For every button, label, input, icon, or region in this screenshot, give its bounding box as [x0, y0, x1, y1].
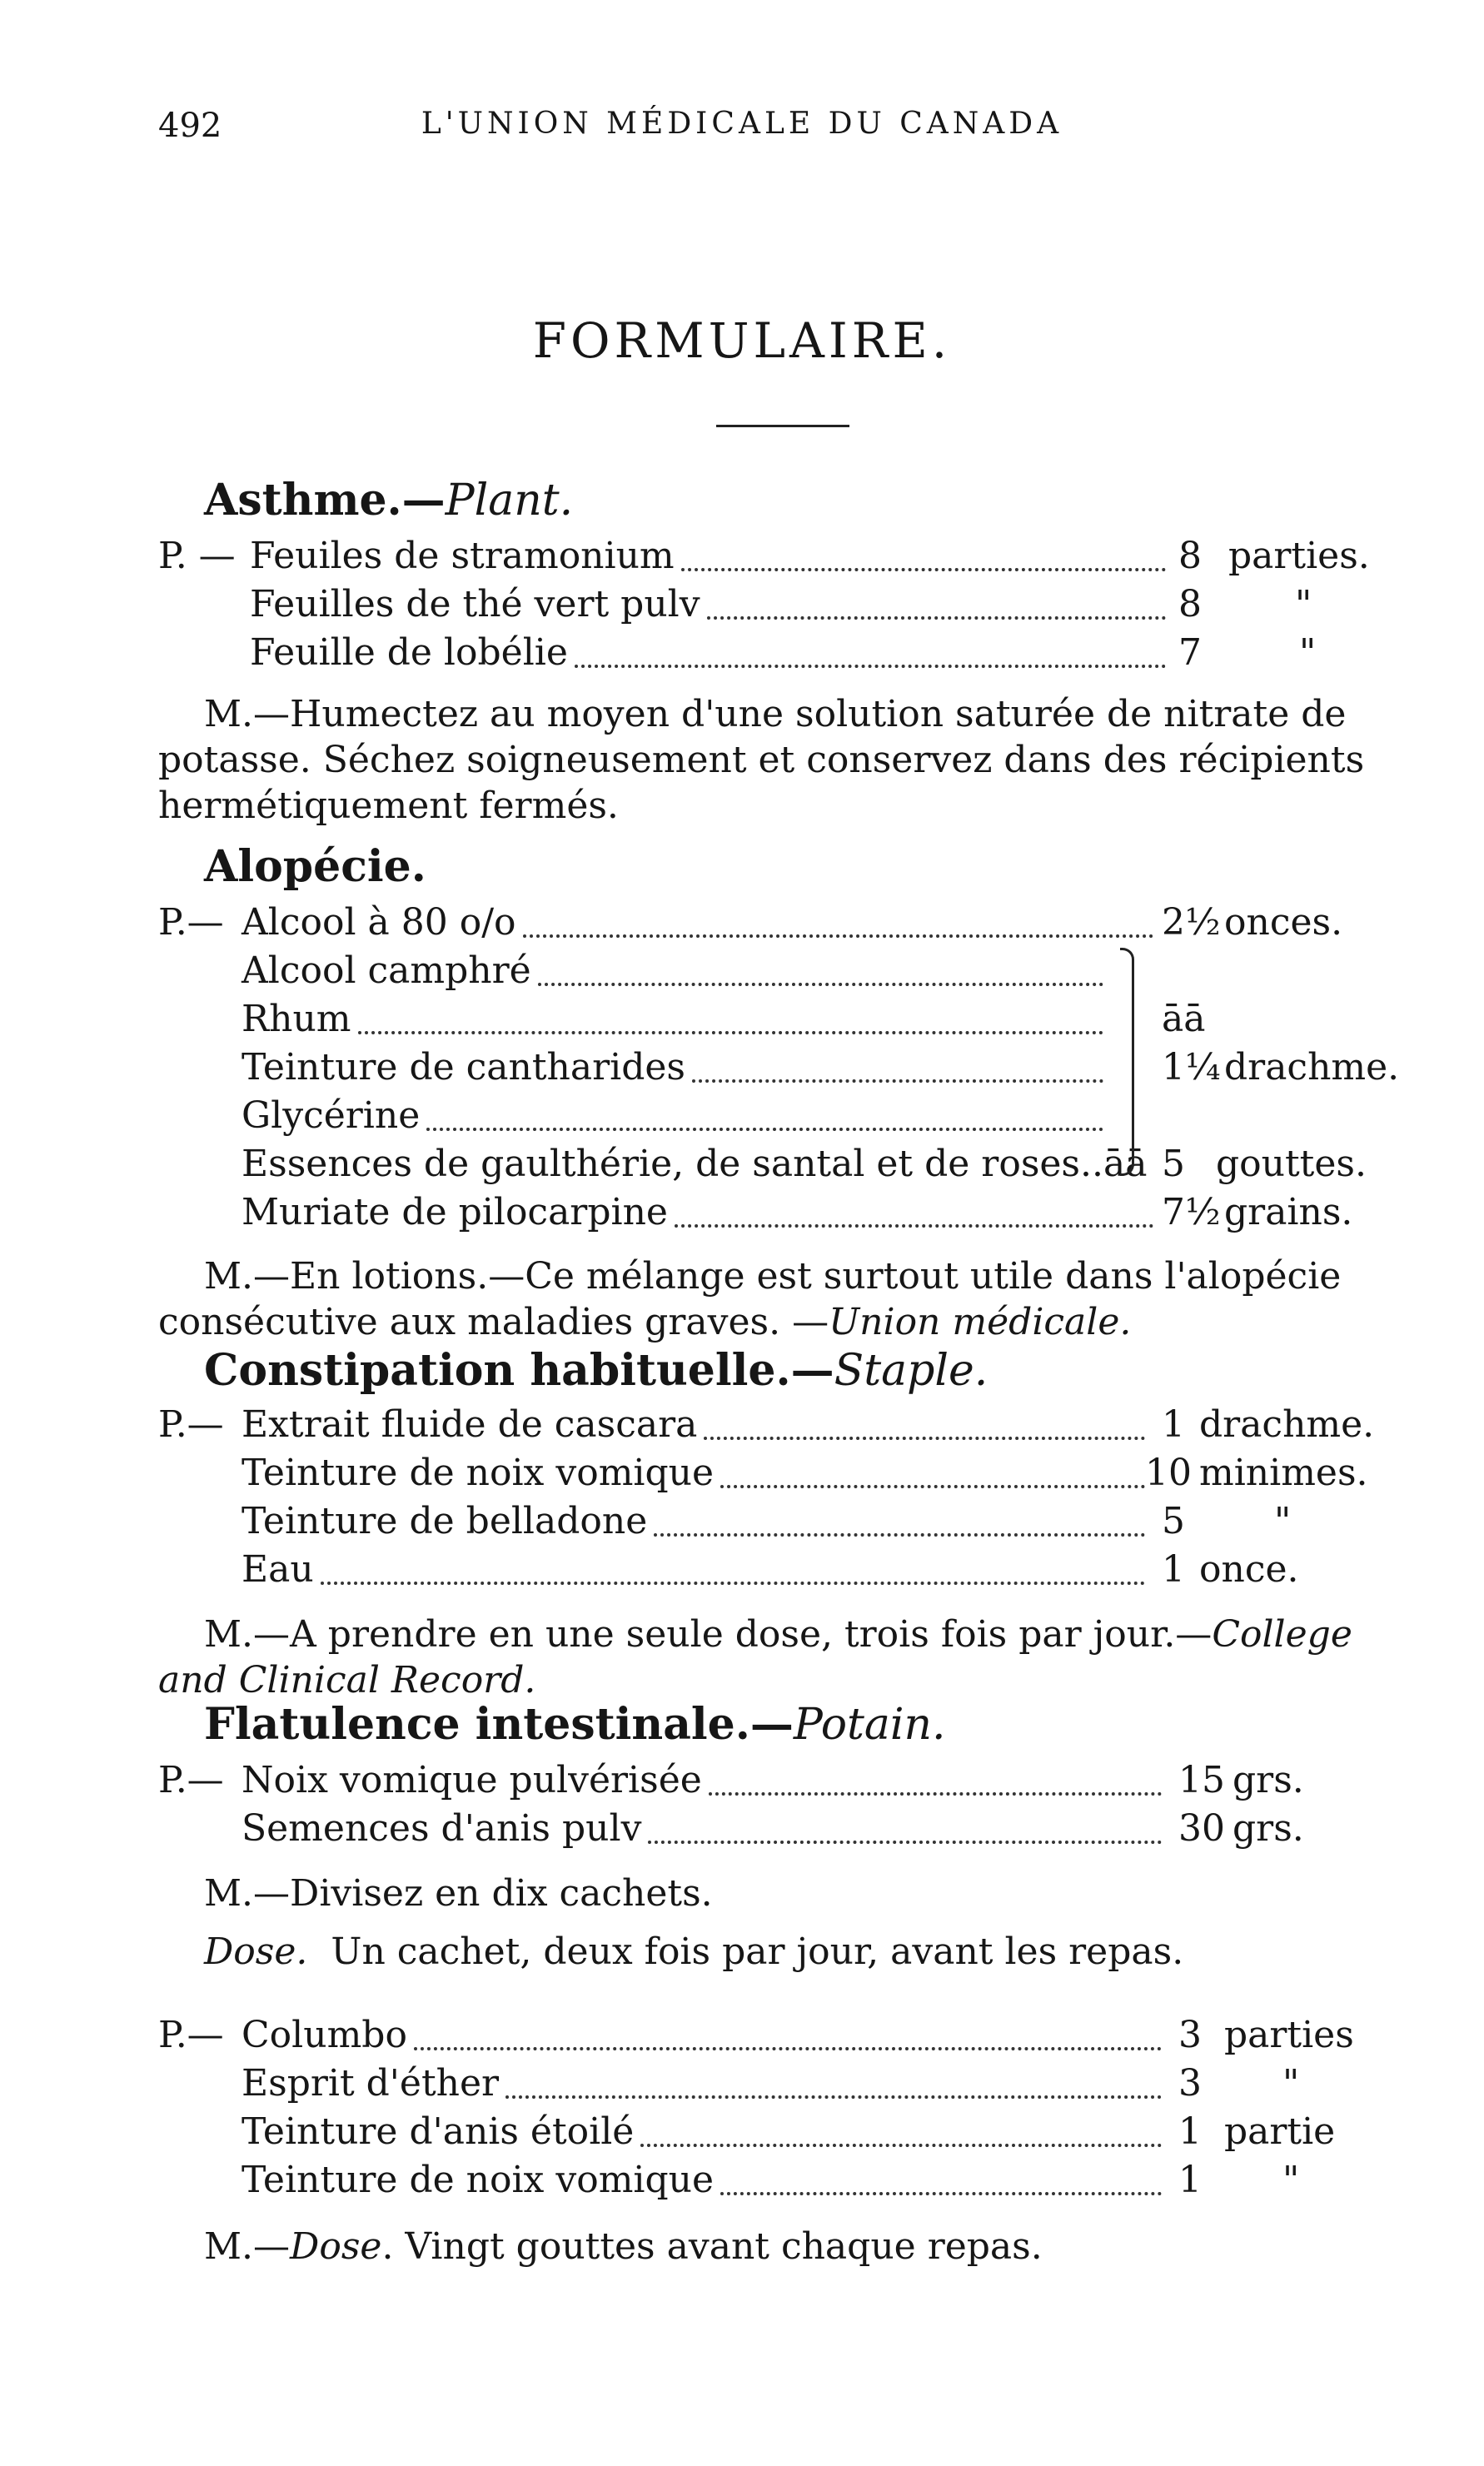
- journal-title: L'UNION MÉDICALE DU CANADA: [421, 107, 1063, 141]
- ingredient-name: Teinture de noix vomique: [242, 2159, 715, 2201]
- page-title: FORMULAIRE.: [532, 312, 952, 369]
- ingredient-row: [0, 1403, 1484, 1453]
- dot-leader: [681, 568, 1166, 571]
- ingredient-row: [0, 1191, 1484, 1241]
- ingredient-row: [0, 998, 1484, 1048]
- source-citation: and Clinical Record.: [158, 1659, 536, 1701]
- ingredient-unit: once.: [1199, 1548, 1299, 1591]
- ingredient-row: [0, 2062, 1484, 2112]
- ingredient-name: Feuiles de stramonium: [250, 535, 675, 577]
- dot-leader: [720, 2192, 1162, 2195]
- ingredient-quantity: 30: [1178, 1807, 1225, 1850]
- ingredient-row: [0, 2110, 1484, 2160]
- ingredient-quantity: 1: [1162, 1403, 1185, 1446]
- prescription-prefix: P.—: [158, 1403, 224, 1446]
- ingredient-row: [0, 1759, 1484, 1809]
- dot-leader: [640, 2144, 1162, 2147]
- ingredient-unit: ": [1299, 631, 1317, 674]
- ingredient-row: [0, 631, 1484, 681]
- ingredient-quantity: 1¼: [1162, 1046, 1221, 1089]
- section-heading-constipation: Constipation habituelle.—Staple.: [204, 1345, 989, 1396]
- section-heading-asthme: Asthme.—Plant.: [204, 475, 574, 526]
- ingredient-row: [0, 1452, 1484, 1502]
- alopecie-instructions: M.—En lotions.—Ce mélange est surtout utile dans l'alopécie consécutive aux maladies graves. —Union médicale.: [158, 1255, 1342, 1343]
- ingredient-quantity: 15: [1178, 1759, 1225, 1801]
- ingredient-unit: onces.: [1224, 901, 1343, 944]
- ingredient-unit: grains.: [1224, 1191, 1353, 1233]
- title-rule: [716, 425, 849, 427]
- ingredient-name: Rhum: [242, 998, 351, 1040]
- ingredient-quantity: 3: [1178, 2014, 1202, 2056]
- ingredient-unit: drachme.: [1199, 1403, 1375, 1446]
- ingredient-quantity: 7½: [1162, 1191, 1221, 1233]
- section-heading-alopecie: Alopécie.: [204, 841, 426, 892]
- ingredient-quantity: 8: [1178, 535, 1202, 577]
- ingredient-name: Essences de gaulthérie, de santal et de roses..āā: [242, 1143, 1148, 1185]
- ingredient-row: [0, 583, 1484, 633]
- ingredient-name: Teinture d'anis étoilé: [242, 2110, 635, 2153]
- ingredient-row: [0, 1807, 1484, 1857]
- ingredient-name: Alcool à 80 o/o: [242, 901, 516, 944]
- ingredient-unit: ": [1282, 2159, 1300, 2201]
- ingredient-quantity: 1: [1162, 1548, 1185, 1591]
- ingredient-unit: drachme.: [1224, 1046, 1400, 1089]
- ingredient-unit: ": [1295, 583, 1312, 625]
- ingredient-unit: parties: [1224, 2014, 1354, 2056]
- ingredient-name: Muriate de pilocarpine: [242, 1191, 668, 1233]
- ingredient-row: [0, 1094, 1484, 1144]
- ingredient-row: [0, 535, 1484, 585]
- ingredient-name: Teinture de cantharides: [242, 1046, 686, 1089]
- flatulence-instruction: M.—Divisez en dix cachets.: [204, 1872, 713, 1915]
- dot-leader: [414, 2047, 1162, 2050]
- ingredient-name: Esprit d'éther: [242, 2062, 500, 2105]
- ingredient-row: [0, 949, 1484, 999]
- prescription-prefix: P.—: [158, 901, 224, 944]
- dot-leader: [321, 1582, 1145, 1585]
- ingredient-name: Extrait fluide de cascara: [242, 1403, 698, 1446]
- source-citation: College: [1212, 1613, 1352, 1656]
- dot-leader: [575, 665, 1166, 668]
- section-author: Potain.: [793, 1700, 946, 1750]
- ingredient-quantity: 1: [1178, 2159, 1202, 2201]
- ingredient-name: Columbo: [242, 2014, 407, 2056]
- ingredient-unit: gouttes.: [1216, 1143, 1367, 1185]
- dot-leader: [720, 1485, 1145, 1488]
- ingredient-unit: ": [1274, 1500, 1292, 1542]
- dot-leader: [538, 983, 1103, 986]
- section-author: Plant.: [445, 476, 574, 526]
- section-author: Staple.: [834, 1346, 989, 1396]
- ingredient-row: [0, 2014, 1484, 2064]
- ingredient-quantity: 3: [1178, 2062, 1202, 2105]
- ingredient-quantity: 5: [1162, 1500, 1185, 1542]
- page-number: 492: [158, 107, 222, 145]
- ingredient-name: Feuille de lobélie: [250, 631, 568, 674]
- dot-leader: [648, 1841, 1162, 1844]
- ingredient-quantity: 1: [1178, 2110, 1202, 2153]
- ingredient-row: [0, 1548, 1484, 1598]
- ingredient-name: Feuilles de thé vert pulv: [250, 583, 700, 625]
- ingredient-name: Noix vomique pulvérisée: [242, 1759, 702, 1801]
- dot-leader: [654, 1533, 1145, 1537]
- ingredient-unit: ": [1282, 2062, 1300, 2105]
- section-heading-flatulence: Flatulence intestinale.—Potain.: [204, 1699, 946, 1750]
- flatulence-dose: Dose. Un cachet, deux fois par jour, avant les repas.: [204, 1930, 1184, 1973]
- ingredient-quantity: 8: [1178, 583, 1202, 625]
- ingredient-unit: minimes.: [1199, 1452, 1368, 1494]
- dot-leader: [358, 1031, 1103, 1034]
- ingredient-name: Teinture de belladone: [242, 1500, 648, 1542]
- ingredient-name: Semences d'anis pulv: [242, 1807, 642, 1850]
- source-citation: Union médicale.: [829, 1301, 1132, 1343]
- running-head: [158, 107, 1326, 157]
- ingredient-row: [0, 901, 1484, 951]
- prescription-prefix: P.—: [158, 2014, 224, 2056]
- dot-leader: [709, 1792, 1162, 1796]
- ingredient-unit: partie: [1224, 2110, 1336, 2153]
- ingredient-row: [0, 1143, 1484, 1193]
- prescription-prefix: P.—: [158, 1759, 224, 1801]
- columbo-dose: M.—Dose. Vingt gouttes avant chaque repas.: [204, 2225, 1043, 2268]
- ingredient-quantity: 2½: [1162, 901, 1221, 944]
- ingredient-name: Eau: [242, 1548, 314, 1591]
- ingredient-unit: grs.: [1233, 1807, 1304, 1850]
- prescription-prefix: P. —: [158, 535, 236, 577]
- dot-leader: [505, 2095, 1162, 2099]
- ingredient-unit: grs.: [1233, 1759, 1304, 1801]
- dot-leader: [426, 1128, 1103, 1131]
- dot-leader: [707, 616, 1166, 620]
- ingredient-quantity: 7: [1178, 631, 1202, 674]
- constipation-instructions: M.—A prendre en une seule dose, trois fois par jour.—College and Clinical Record.: [158, 1613, 1352, 1701]
- ingredient-quantity: 10: [1145, 1452, 1192, 1494]
- ingredient-name: Alcool camphré: [242, 949, 531, 992]
- asthme-instructions: M.—Humectez au moyen d'une solution saturée de nitrate de potasse. Séchez soigneusement et conservez dans des récipients hermétiquement fermés.: [158, 693, 1365, 827]
- dot-leader: [704, 1437, 1145, 1440]
- dot-leader: [523, 934, 1153, 938]
- ingredient-quantity: āā: [1162, 998, 1206, 1040]
- dot-leader: [692, 1079, 1103, 1083]
- dot-leader: [675, 1224, 1153, 1228]
- ingredient-name: Glycérine: [242, 1094, 421, 1137]
- ingredient-name: Teinture de noix vomique: [242, 1452, 715, 1494]
- ingredient-quantity: 5: [1162, 1143, 1185, 1185]
- ingredient-row: [0, 1046, 1484, 1096]
- ingredient-row: [0, 2159, 1484, 2209]
- ingredient-unit: parties.: [1228, 535, 1370, 577]
- ingredient-row: [0, 1500, 1484, 1550]
- grouping-brace: [1120, 948, 1134, 1176]
